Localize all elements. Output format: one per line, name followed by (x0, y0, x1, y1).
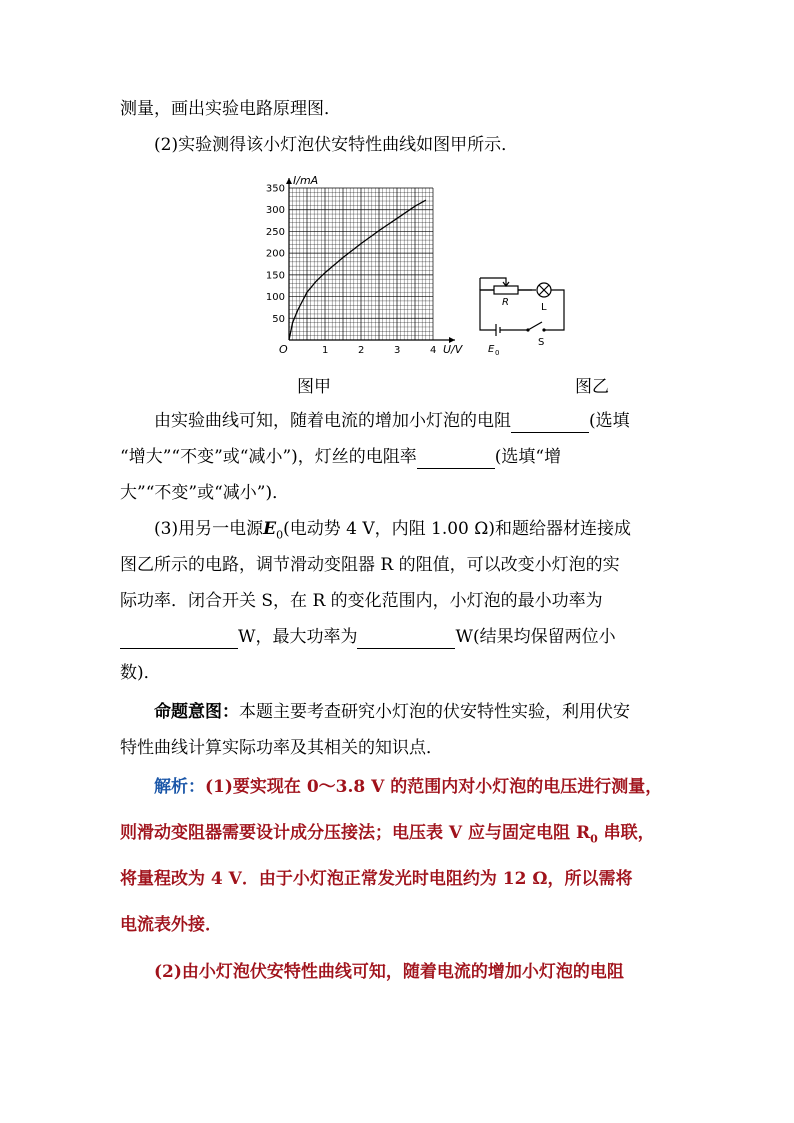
answer-blank-4 (357, 630, 455, 649)
x-tick-label: 3 (394, 345, 401, 356)
text-line-10: 数)． (120, 663, 161, 683)
text-line-7: 图乙所示的电路，调节滑动变阻器 R 的阻值，可以改变小灯泡的实 (120, 555, 620, 575)
circuit-diagram (472, 268, 572, 358)
text-line-13: 解析：(1)要实现在 0～3.8 V 的范围内对小灯泡的电压进行测量， (154, 777, 663, 797)
x-axis-label: U/V (443, 343, 463, 356)
caption-figure-a: 图甲 (297, 377, 331, 397)
answer-blank-1 (511, 414, 589, 433)
label-l: L (541, 302, 547, 313)
text-line-12: 特性曲线计算实际功率及其相关的知识点． (120, 738, 443, 758)
y-axis-label: I/mA (293, 174, 319, 187)
text-line-5: 大”“不变”或“减小”)． (120, 483, 290, 503)
x-tick-label: 1 (322, 345, 329, 356)
y-tick-label: 200 (265, 248, 285, 260)
text-line-17: (2)由小灯泡伏安特性曲线可知，随着电流的增加小灯泡的电阻 (154, 962, 624, 982)
text-line-14: 则滑动变阻器需要设计成分压接法；电压表 V 应与固定电阻 $R_0$ 串联， (120, 823, 655, 846)
text-line-2: (2)实验测得该小灯泡伏安特性曲线如图甲所示． (154, 135, 519, 155)
label-e: E (488, 344, 495, 355)
text-line-11: 命题意图：本题主要考查研究小灯泡的伏安特性实验，利用伏安 (154, 702, 630, 722)
label-r: R (502, 297, 509, 308)
label-e-sub: 0 (495, 349, 500, 357)
y-tick-label: 250 (265, 226, 285, 238)
y-tick-label: 50 (272, 313, 285, 325)
text-line-4: “增大”“不变”或“减小”)，灯丝的电阻率 (选填“增 (120, 447, 562, 467)
text-line-3: 由实验曲线可知，随着电流的增加小灯泡的电阻 (选填 (154, 411, 630, 431)
answer-blank-3 (120, 630, 238, 649)
text-line-15: 将量程改为 4 V．由于小灯泡正常发光时电阻约为 12 Ω，所以需将 (120, 869, 633, 889)
y-tick-label: 300 (265, 205, 285, 217)
y-tick-label: 100 (265, 292, 285, 304)
text-line-1: 测量，画出实验电路原理图． (120, 99, 341, 119)
caption-figure-b: 图乙 (575, 377, 609, 397)
text-line-6: (3)用另一电源$E_0$(电动势 4 V，内阻 1.00 Ω)和题给器材连接成 (154, 519, 631, 542)
y-axis-arrow (286, 178, 292, 184)
answer-blank-2 (417, 450, 495, 469)
y-tick-label: 150 (265, 270, 285, 282)
x-tick-label: 4 (430, 345, 437, 356)
label-s: S (538, 337, 545, 348)
y-tick-label: 350 (265, 183, 285, 195)
chart-grid (289, 188, 433, 340)
origin-label: O (279, 343, 288, 356)
text-line-8: 际功率．闭合开关 S，在 R 的变化范围内，小灯泡的最小功率为 (120, 591, 603, 611)
x-tick-label: 2 (358, 345, 365, 356)
text-line-9: W，最大功率为 W(结果均保留两位小 (120, 625, 680, 649)
text-line-16: 电流表外接． (120, 915, 222, 935)
iv-chart (255, 170, 475, 360)
